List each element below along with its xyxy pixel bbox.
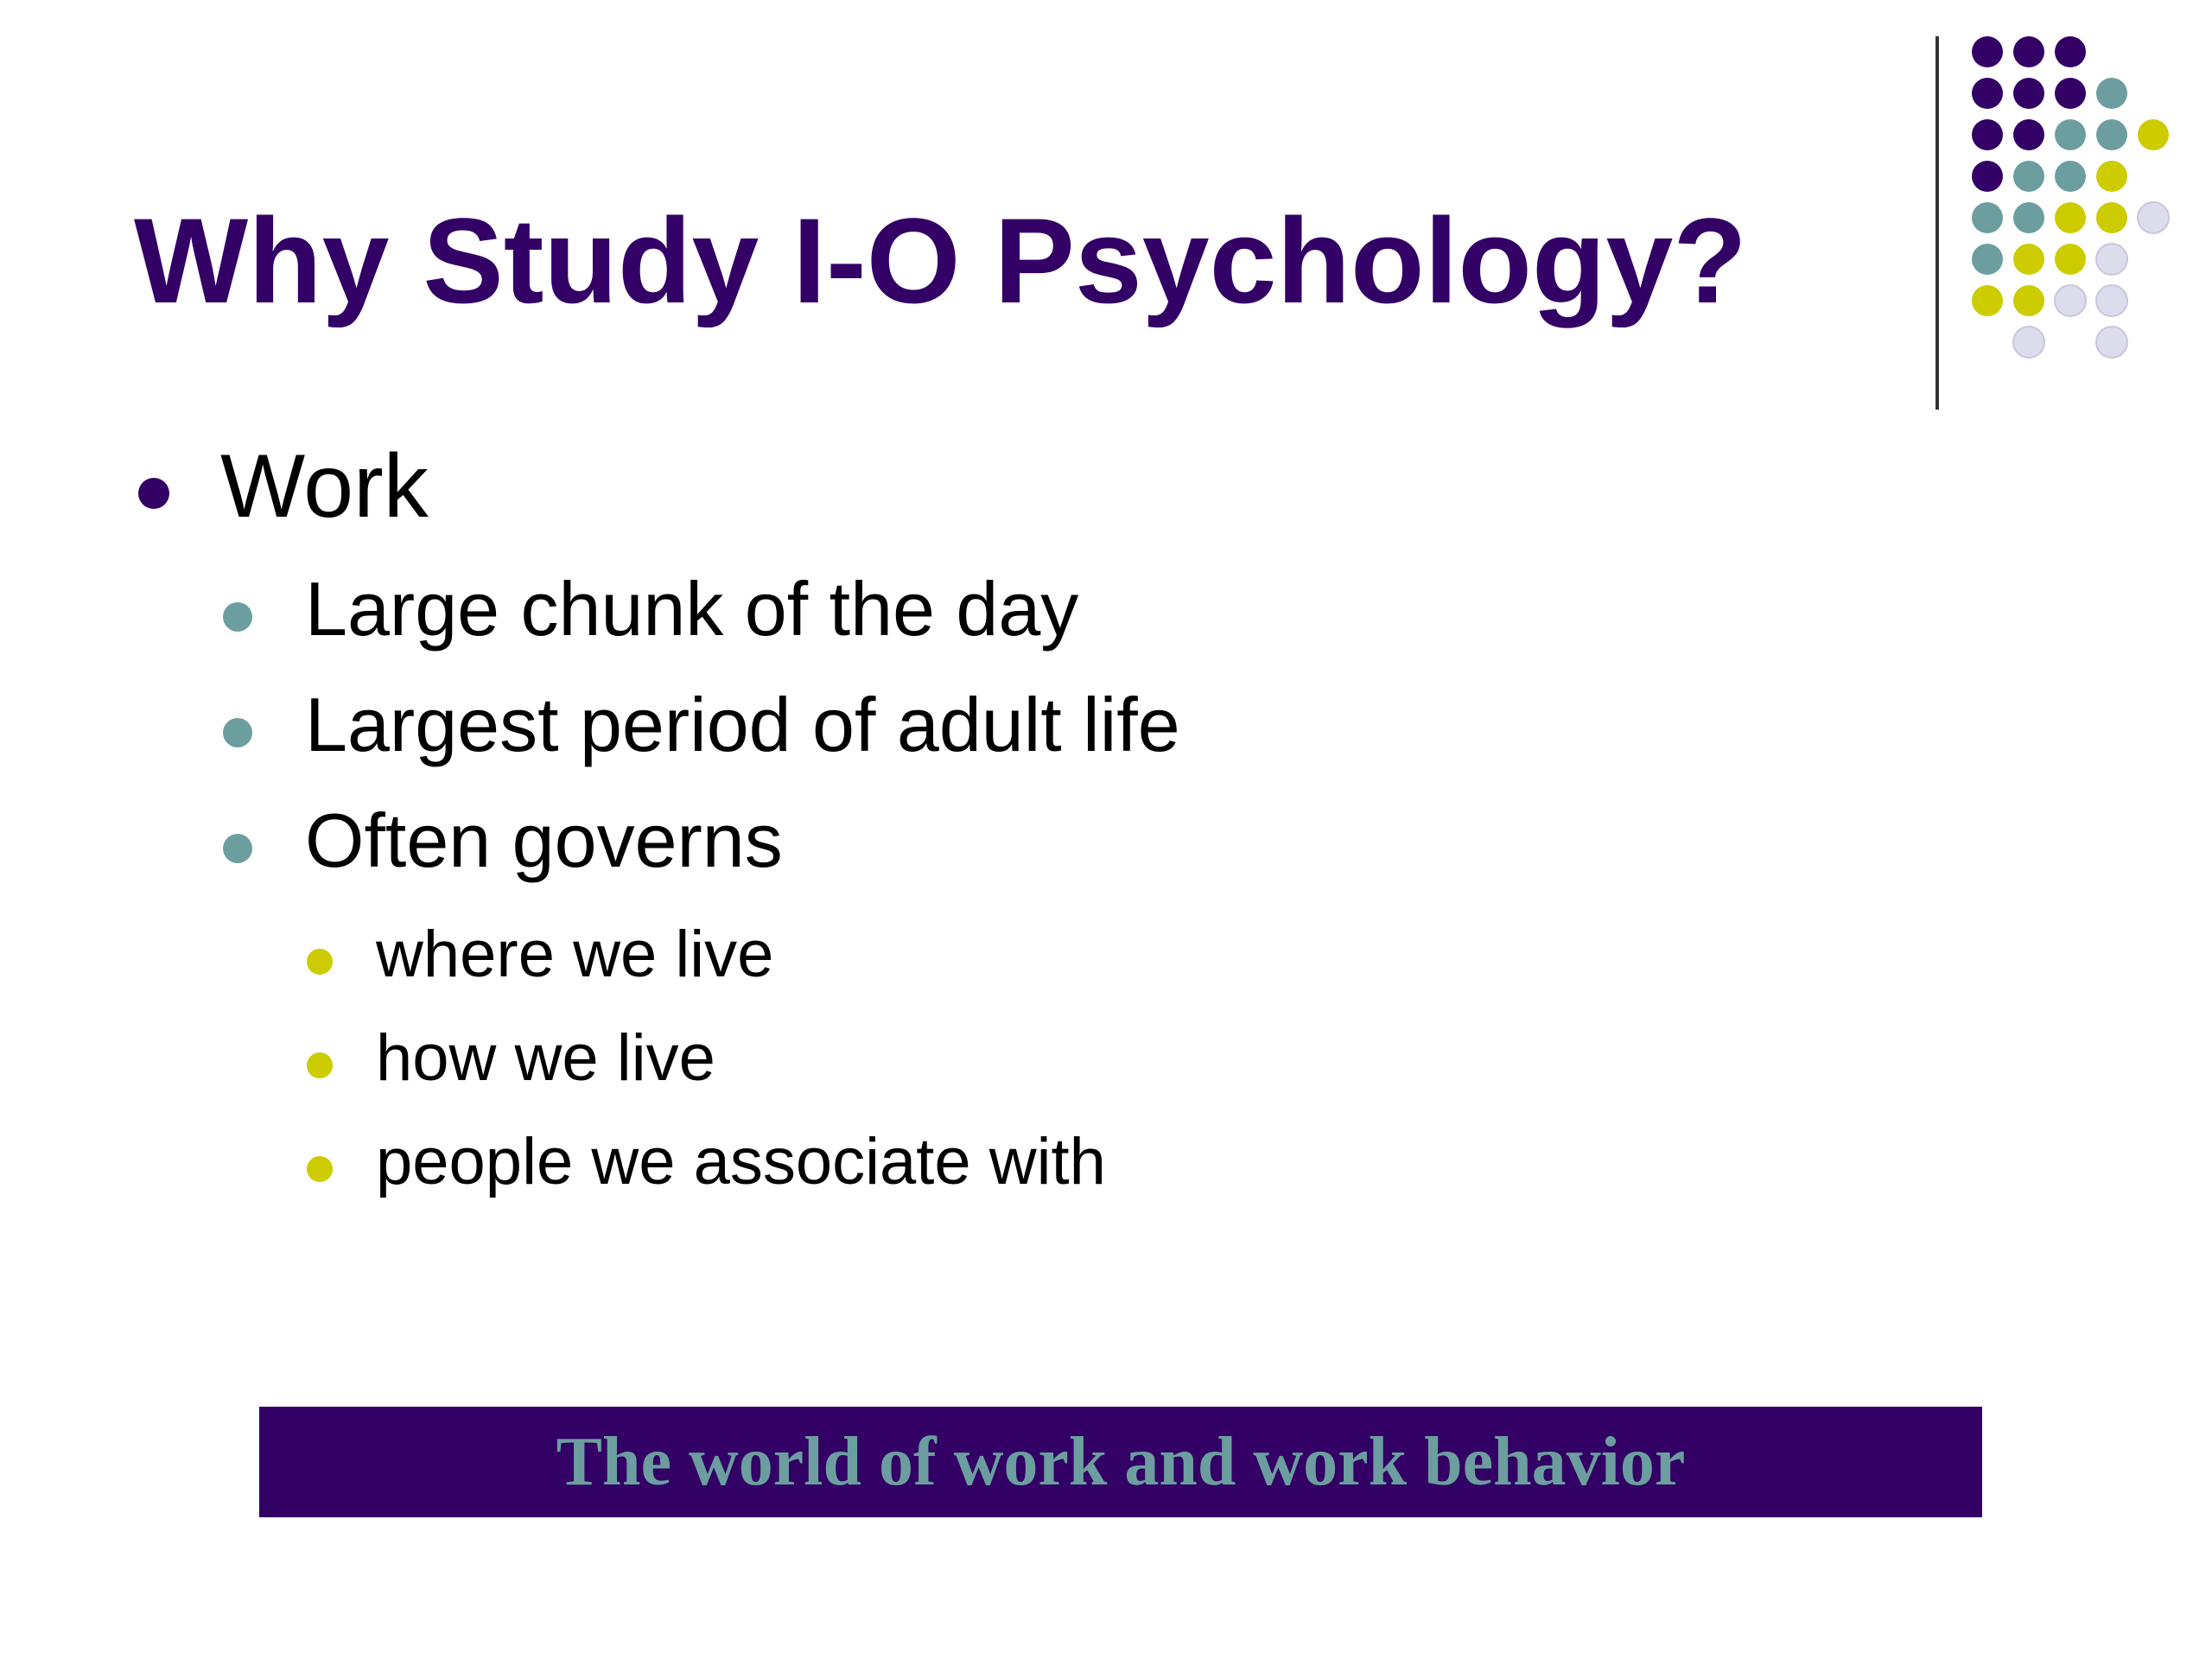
decorative-dot-purple bbox=[1972, 78, 2003, 109]
bullet-dot-icon bbox=[307, 1052, 333, 1078]
slide-title: Why Study I-O Psychology? bbox=[134, 193, 1747, 328]
decorative-dot-teal bbox=[2013, 202, 2044, 233]
decorative-dot-purple bbox=[2013, 78, 2044, 109]
decorative-dot-purple bbox=[1972, 119, 2003, 150]
decorative-dot-teal bbox=[2055, 161, 2086, 192]
bullet-text: people we associate with bbox=[376, 1125, 1106, 1198]
decorative-dot-lavender bbox=[2055, 285, 2086, 316]
decorative-dot-yellow bbox=[2138, 119, 2169, 150]
decorative-dot-yellow bbox=[2096, 161, 2127, 192]
decorative-dot-teal bbox=[2096, 119, 2127, 150]
bullet-dot-icon bbox=[307, 1156, 333, 1182]
decorative-dot-purple bbox=[1972, 161, 2003, 192]
decorative-dot-purple bbox=[1972, 36, 2003, 67]
bullet-text: Work bbox=[220, 436, 429, 537]
decorative-dot-yellow bbox=[2096, 202, 2127, 233]
decorative-dot-teal bbox=[2096, 78, 2127, 109]
bullet-text: where we live bbox=[376, 918, 774, 991]
bullet-item-how-we-live bbox=[307, 1020, 1689, 1097]
bullet-dot-icon bbox=[138, 478, 169, 509]
decorative-dot-yellow bbox=[1972, 285, 2003, 316]
bullet-text: Often governs bbox=[305, 798, 783, 883]
decorative-dot-lavender bbox=[2138, 202, 2169, 233]
bullet-text: Largest period of adult life bbox=[305, 682, 1180, 767]
bullet-item-work bbox=[138, 435, 1521, 538]
decorative-dot-yellow bbox=[2055, 202, 2086, 233]
bullet-item-people-we-associate bbox=[307, 1123, 1689, 1201]
decorative-dot-lavender bbox=[2013, 327, 2044, 358]
decorative-dot-teal bbox=[2013, 161, 2044, 192]
bullet-dot-icon bbox=[223, 834, 252, 863]
decorative-dot-purple bbox=[2013, 36, 2044, 67]
decorative-dot-lavender bbox=[2096, 285, 2127, 316]
decorative-dot-purple bbox=[2055, 36, 2086, 67]
decorative-dot-lavender bbox=[2096, 244, 2127, 275]
decorative-dot-purple bbox=[2055, 78, 2086, 109]
bullet-dot-icon bbox=[307, 949, 333, 975]
bullet-dot-icon bbox=[223, 602, 252, 632]
decorative-dot-purple bbox=[2013, 119, 2044, 150]
decorative-dot-yellow bbox=[2055, 244, 2086, 275]
bullet-item-often-governs bbox=[223, 796, 1605, 886]
footer-banner bbox=[259, 1407, 1982, 1517]
decorative-dot-yellow bbox=[2013, 244, 2044, 275]
bullet-item-where-we-live bbox=[307, 916, 1689, 994]
decorative-dot-grid bbox=[1970, 33, 2195, 361]
decorative-dot-teal bbox=[2055, 119, 2086, 150]
decorative-dot-lavender bbox=[2096, 327, 2127, 358]
bullet-dot-icon bbox=[223, 718, 252, 747]
bullet-item-largest-period bbox=[223, 680, 1605, 770]
bullet-text: Large chunk of the day bbox=[305, 566, 1079, 652]
bullet-text: how we live bbox=[376, 1021, 715, 1095]
decorative-dot-yellow bbox=[2013, 285, 2044, 316]
title-divider-line bbox=[1936, 36, 1939, 410]
decorative-dot-teal bbox=[1972, 202, 2003, 233]
bullet-item-large-chunk bbox=[223, 564, 1605, 654]
banner-text: The world of work and work behavior bbox=[556, 1423, 1686, 1500]
decorative-dot-teal bbox=[1972, 244, 2003, 275]
